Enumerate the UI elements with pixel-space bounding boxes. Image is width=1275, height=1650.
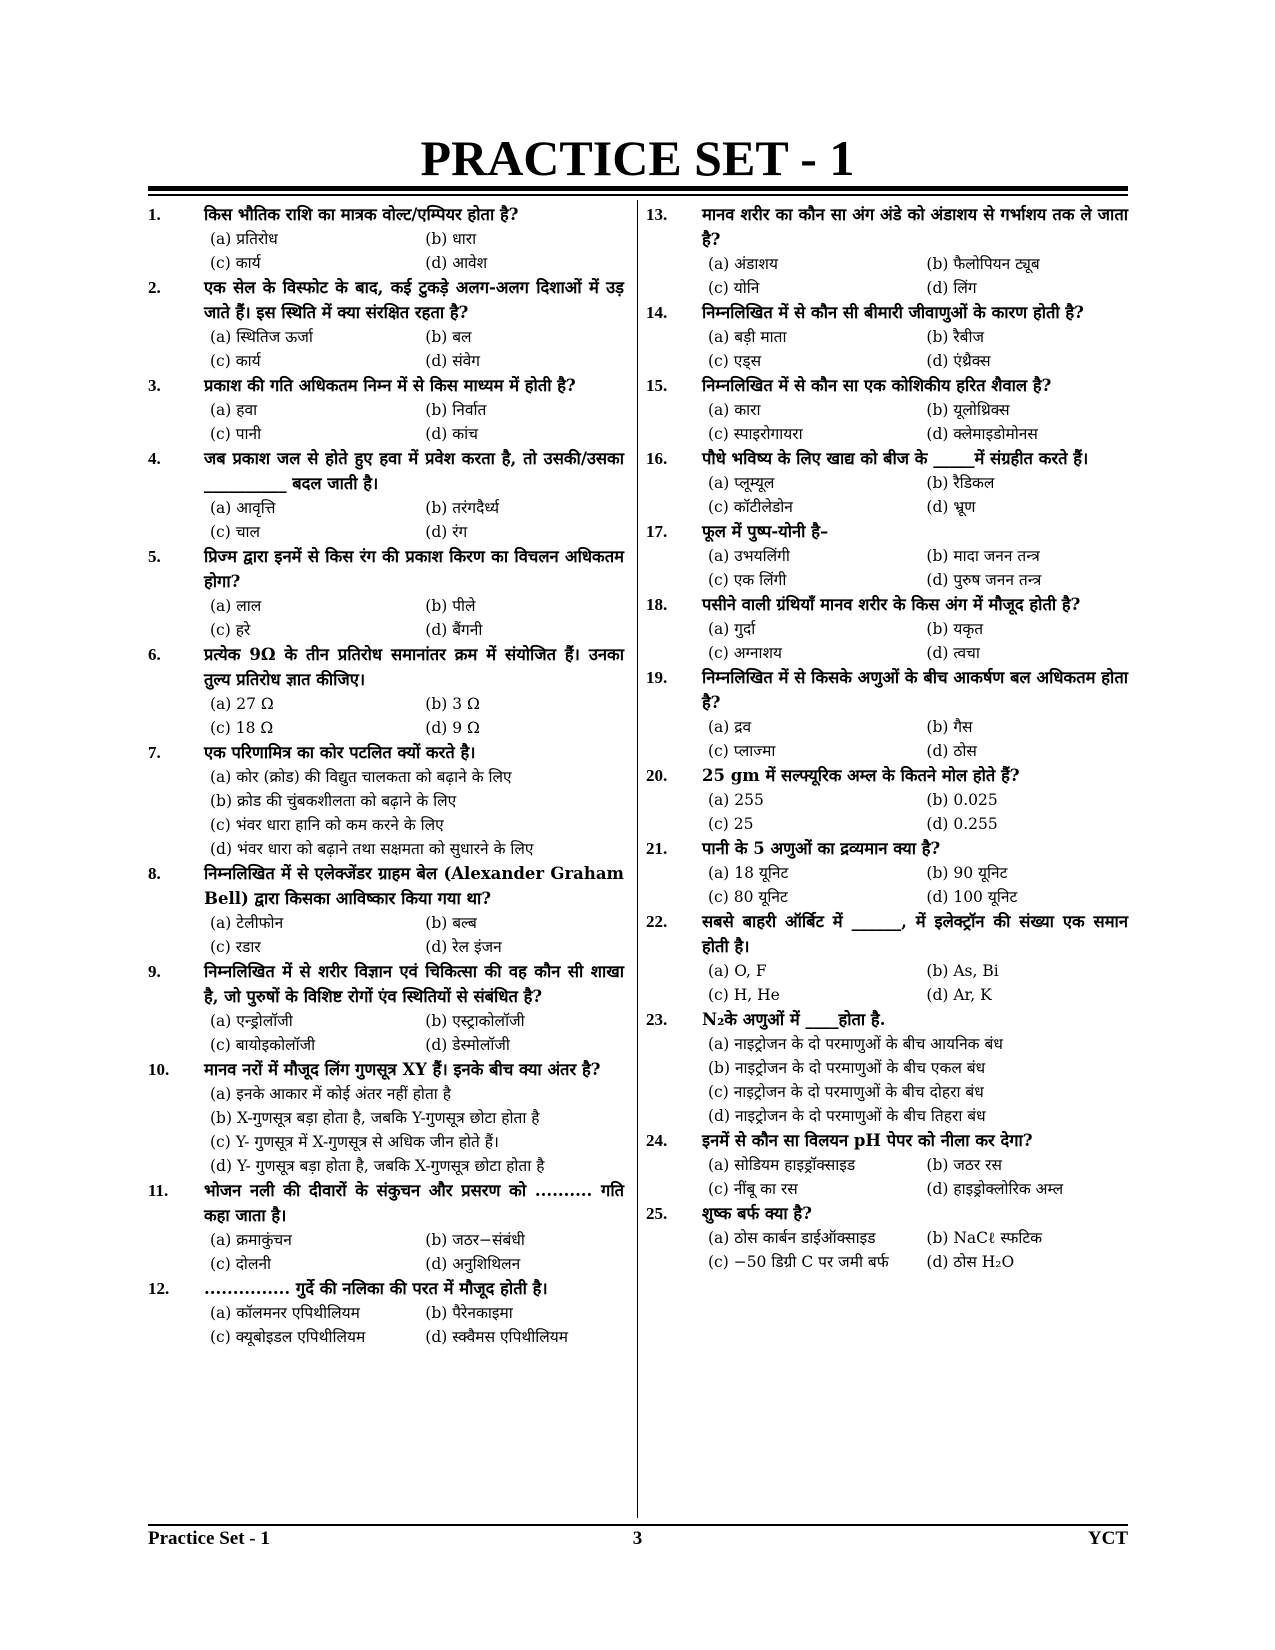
question-number: 7. (148, 743, 161, 762)
question-item (148, 1178, 624, 1276)
options-group (702, 1153, 1128, 1201)
question-item (646, 592, 1128, 665)
option-a: (a) O, F (708, 962, 767, 980)
question-number: 17. (646, 522, 668, 541)
options-group (702, 325, 1128, 373)
option-b: (b) गैस (926, 718, 973, 736)
question-text: एक परिणामित्र का कोर पटलित क्यों करते है। (204, 743, 476, 762)
question-number: 23. (646, 1010, 668, 1029)
option-a: (a) 18 यूनिट (708, 864, 789, 882)
options-group (204, 1009, 624, 1057)
option-b: (b) जठर रस (926, 1156, 1002, 1174)
option-c: (c) हरे (210, 621, 251, 639)
option-b: (b) रैडिकल (926, 474, 995, 492)
option-d: (d) Y- गुणसूत्र बड़ा होता है, जबकि X-गुणसूत्र छोटा होता है (210, 1157, 545, 1175)
option-c: (c) चाल (210, 523, 261, 541)
option-b: (b) फैलोपियन ट्यूब (926, 255, 1040, 273)
question-text: 25 gm में सल्फ्यूरिक अम्ल के कितने मोल होते हैं? (702, 766, 1020, 785)
option-a: (a) स्थितिज ऊर्जा (210, 328, 313, 346)
option-d: (d) संवेग (425, 352, 481, 370)
options-group (702, 861, 1128, 909)
question-text: जब प्रकाश जल से होते हुए हवा में प्रवेश करता है, तो उसकी/उसका __________ बदल जाती है। (204, 449, 624, 493)
option-c: (c) पानी (210, 425, 262, 443)
option-d: (d) त्वचा (926, 644, 980, 662)
options-group (702, 715, 1128, 763)
question-item (148, 275, 624, 373)
question-item (148, 1276, 624, 1349)
options-group (204, 1228, 624, 1276)
option-a: (a) प्लूम्यूल (708, 474, 775, 492)
option-b: (b) बल (425, 328, 472, 346)
option-d: (d) डेस्मोलॉजी (425, 1036, 510, 1054)
option-b: (b) As, Bi (926, 962, 999, 980)
option-b: (b) निर्वात (425, 401, 487, 419)
option-d: (d) 100 यूनिट (926, 888, 1018, 906)
option-a: (a) लाल (210, 597, 262, 615)
options-group (204, 325, 624, 373)
option-a: (a) एन्ड्रोलॉजी (210, 1012, 293, 1030)
question-item (646, 300, 1128, 373)
option-c: (c) 80 यूनिट (708, 888, 788, 906)
question-item (148, 373, 624, 446)
question-number: 16. (646, 449, 668, 468)
option-a: (a) आवृत्ति (210, 499, 276, 517)
options-group (204, 911, 624, 959)
question-item (646, 519, 1128, 592)
option-a: (a) उभयलिंगी (708, 547, 790, 565)
question-text: ............... गुर्दे की नलिका की परत में मौजूद होती है। (204, 1279, 548, 1298)
question-number: 1. (148, 205, 161, 224)
option-c: (c) एड्स (708, 352, 762, 370)
question-item (646, 1007, 1128, 1128)
question-number: 12. (148, 1279, 170, 1298)
question-text: निम्नलिखित में से किसके अणुओं के बीच आकर्षण बल अधिकतम होता है? (702, 668, 1128, 712)
option-b: (b) X-गुणसूत्र बड़ा होता है, जबकि Y-गुणसूत्र छोटा होता है (210, 1109, 540, 1127)
question-number: 5. (148, 547, 161, 566)
options-group (702, 788, 1128, 836)
question-number: 21. (646, 839, 668, 858)
question-text: एक सेल के विस्फोट के बाद, कई टुकड़े अलग-अलग दिशाओं में उड़ जाते हैं। इस स्थिति में क्या संरक्षित रहता है? (204, 278, 624, 322)
option-d: (d) भंवर धारा को बढ़ाने तथा सक्षमता को सुधारने के लिए (210, 840, 534, 858)
option-a: (a) नाइट्रोजन के दो परमाणुओं के बीच आयनिक बंध (708, 1035, 1003, 1053)
option-d: (d) लिंग (926, 279, 977, 297)
question-number: 18. (646, 595, 668, 614)
question-item (646, 202, 1128, 300)
option-a: (a) बड़ी माता (708, 328, 787, 346)
question-number: 2. (148, 278, 161, 297)
option-c: (c) दोलनी (210, 1255, 272, 1273)
options-group (204, 1082, 624, 1178)
options-group (702, 471, 1128, 519)
option-c: (c) 18 Ω (210, 719, 274, 737)
question-text: निम्नलिखित में से शरीर विज्ञान एवं चिकित्सा की वह कौन सी शाखा है, जो पुरुषों के विशिष्ट रोगों एंव स्थितियों से संबंधित है? (204, 962, 624, 1006)
question-item (646, 373, 1128, 446)
option-b: (b) रैबीज (926, 328, 985, 346)
option-c: (c) स्पाइरोगायरा (708, 425, 803, 443)
option-a: (a) सोडियम हाइड्रॉक्साइड (708, 1156, 856, 1174)
question-item (148, 202, 624, 275)
options-group (204, 765, 624, 861)
option-d: (d) 9 Ω (425, 719, 480, 737)
option-d: (d) पुरुष जनन तन्त्र (926, 571, 1042, 589)
option-c: (c) अग्नाशय (708, 644, 783, 662)
question-number: 25. (646, 1204, 668, 1223)
title-rule-thin (148, 194, 1128, 196)
option-a: (a) कारा (708, 401, 761, 419)
question-item (148, 959, 624, 1057)
question-text: फूल में पुष्प-योनी है– (702, 522, 829, 541)
options-group (204, 227, 624, 275)
option-c: (c) कॉटीलेडोन (708, 498, 793, 516)
question-text: मानव नरों में मौजूद लिंग गुणसूत्र XY हैं। इनके बीच क्या अंतर है? (204, 1060, 601, 1079)
option-c: (c) −50 डिग्री C पर जमी बर्फ (708, 1253, 889, 1271)
question-item (646, 836, 1128, 909)
question-text: प्रत्येक 9Ω के तीन प्रतिरोध समानांतर क्रम में संयोजित हैं। उनका तुल्य प्रतिरोध ज्ञात कीजिए। (204, 645, 624, 689)
option-c: (c) नींबू का रस (708, 1180, 798, 1198)
question-number: 9. (148, 962, 161, 981)
option-d: (d) 0.255 (926, 815, 998, 833)
question-text: किस भौतिक राशि का मात्रक वोल्ट/एम्पियर होता है? (204, 205, 519, 224)
question-text: पसीने वाली ग्रंथियाँ मानव शरीर के किस अंग में मौजूद होती है? (702, 595, 1081, 614)
options-group (702, 617, 1128, 665)
option-b: (b) 0.025 (926, 791, 998, 809)
title-rule-thick (148, 186, 1128, 191)
option-c: (c) क्यूबोइडल एपिथीलियम (210, 1328, 366, 1346)
option-a: (a) क्रमाकुंचन (210, 1231, 292, 1249)
question-number: 14. (646, 303, 668, 322)
option-d: (d) क्लेमाइडोमोनस (926, 425, 1038, 443)
option-d: (d) बैंगनी (425, 621, 483, 639)
option-b: (b) धारा (425, 230, 477, 248)
question-text: निम्नलिखित में से एलेक्जेंडर ग्राहम बेल (Alexander Graham Bell) द्वारा किसका आविष्कार किया गया था? (204, 864, 624, 908)
question-number: 22. (646, 912, 668, 931)
question-text: निम्नलिखित में से कौन सी बीमारी जीवाणुओं के कारण होती है? (702, 303, 1084, 322)
option-a: (a) कॉलमनर एपिथीलियम (210, 1304, 360, 1322)
option-c: (c) Y- गुणसूत्र में X-गुणसूत्र से अधिक जीन होते हैं। (210, 1133, 499, 1151)
question-number: 10. (148, 1060, 170, 1079)
option-b: (b) यूलोथ्रिक्स (926, 401, 1010, 419)
options-group (702, 959, 1128, 1007)
option-c: (c) रडार (210, 938, 261, 956)
option-d: (d) ठोस H₂O (926, 1253, 1015, 1271)
options-group (702, 544, 1128, 592)
option-d: (d) एंथ्रैक्स (926, 352, 991, 370)
option-b: (b) नाइट्रोजन के दो परमाणुओं के बीच एकल बंध (708, 1059, 986, 1077)
question-text: निम्नलिखित में से कौन सा एक कोशिकीय हरित शैवाल है? (702, 376, 1052, 395)
question-number: 4. (148, 449, 161, 468)
option-c: (c) H, He (708, 986, 780, 1004)
question-text: पानी के 5 अणुओं का द्रव्यमान क्या है? (702, 839, 941, 858)
option-a: (a) हवा (210, 401, 258, 419)
option-c: (c) प्लाज्मा (708, 742, 776, 760)
option-b: (b) यकृत (926, 620, 984, 638)
option-a: (a) अंडाशय (708, 255, 778, 273)
option-a: (a) गुर्दा (708, 620, 756, 638)
question-number: 15. (646, 376, 668, 395)
option-d: (d) कांच (425, 425, 478, 443)
question-item (646, 763, 1128, 836)
option-a: (a) प्रतिरोध (210, 230, 278, 248)
options-group (204, 594, 624, 642)
column-divider (637, 200, 638, 1518)
question-number: 20. (646, 766, 668, 785)
question-text: पौधे भविष्य के लिए खाद्य को बीज के _____में संग्रहीत करते हैं। (702, 449, 1089, 468)
question-item (148, 446, 624, 544)
options-group (702, 398, 1128, 446)
option-a: (a) ठोस कार्बन डाईऑक्साइड (708, 1229, 876, 1247)
footer-left: Practice Set - 1 (148, 1528, 270, 1549)
right-column (646, 202, 1128, 1274)
option-c: (c) बायोइकोलॉजी (210, 1036, 316, 1054)
option-b: (b) क्रोड की चुंबकशीलता को बढ़ाने के लिए (210, 792, 457, 810)
option-c: (c) नाइट्रोजन के दो परमाणुओं के बीच दोहरा बंध (708, 1083, 984, 1101)
option-b: (b) तरंगदैर्ध्य (425, 499, 500, 517)
option-d: (d) आवेश (425, 254, 488, 272)
option-b: (b) मादा जनन तन्त्र (926, 547, 1040, 565)
question-text: N₂के अणुओं में ____होता है. (702, 1010, 886, 1029)
question-item (646, 909, 1128, 1007)
question-text: मानव शरीर का कौन सा अंग अंडे को अंडाशय से गर्भाशय तक ले जाता है? (702, 205, 1128, 249)
options-group (204, 1301, 624, 1349)
option-c: (c) 25 (708, 815, 754, 833)
option-b: (b) पीले (425, 597, 476, 615)
question-text: प्रिज्म द्वारा इनमें से किस रंग की प्रकाश किरण का विचलन अधिकतम होगा? (204, 547, 624, 591)
question-text: भोजन नली की दीवारों के संकुचन और प्रसरण को .......... गति कहा जाता है। (204, 1181, 624, 1225)
question-item (148, 544, 624, 642)
question-number: 19. (646, 668, 668, 687)
option-c: (c) योनि (708, 279, 760, 297)
question-number: 11. (148, 1181, 169, 1200)
options-group (204, 692, 624, 740)
option-c: (c) कार्य (210, 352, 261, 370)
option-a: (a) कोर (क्रोड) की विद्युत चालकता को बढ़ाने के लिए (210, 768, 512, 786)
question-item (646, 1201, 1128, 1274)
option-b: (b) पैरेनकाइमा (425, 1304, 513, 1322)
question-text: शुष्क बर्फ क्या है? (702, 1204, 812, 1223)
page-title: PRACTICE SET - 1 (420, 130, 855, 186)
option-d: (d) रेल इंजन (425, 938, 502, 956)
option-d: (d) रंग (425, 523, 468, 541)
question-number: 24. (646, 1131, 668, 1150)
option-b: (b) 3 Ω (425, 695, 480, 713)
question-number: 6. (148, 645, 161, 664)
question-number: 13. (646, 205, 668, 224)
options-group (702, 252, 1128, 300)
question-number: 8. (148, 864, 161, 883)
question-item (148, 1057, 624, 1178)
question-text: सबसे बाहरी ऑर्बिट में ______, में इलेक्ट्रॉन की संख्या एक समान होती है। (702, 912, 1128, 956)
page-number: 3 (632, 1528, 643, 1549)
option-a: (a) द्रव (708, 718, 752, 736)
option-a: (a) 27 Ω (210, 695, 274, 713)
footer-rule (148, 1524, 1128, 1526)
question-item (148, 861, 624, 959)
option-d: (d) नाइट्रोजन के दो परमाणुओं के बीच तिहरा बंध (708, 1107, 986, 1125)
option-c: (c) भंवर धारा हानि को कम करने के लिए (210, 816, 444, 834)
options-group (204, 398, 624, 446)
option-a: (a) 255 (708, 791, 764, 809)
footer-right: YCT (1087, 1528, 1128, 1549)
question-text: इनमें से कौन सा विलयन pH पेपर को नीला कर देगा? (702, 1131, 1033, 1150)
options-group (204, 496, 624, 544)
question-item (148, 642, 624, 740)
option-d: (d) ठोस (926, 742, 977, 760)
option-b: (b) 90 यूनिट (926, 864, 1008, 882)
option-a: (a) इनके आकार में कोई अंतर नहीं होता है (210, 1085, 451, 1103)
option-a: (a) टेलीफोन (210, 914, 284, 932)
question-item (148, 740, 624, 861)
question-number: 3. (148, 376, 161, 395)
question-item (646, 1128, 1128, 1201)
option-d: (d) अनुशिथिलन (425, 1255, 521, 1273)
question-text: प्रकाश की गति अधिकतम निम्न में से किस माध्यम में होती है? (204, 376, 576, 395)
option-c: (c) कार्य (210, 254, 261, 272)
options-group (702, 1032, 1128, 1128)
question-item (646, 446, 1128, 519)
option-d: (d) भ्रूण (926, 498, 976, 516)
option-b: (b) जठर−संबंधी (425, 1231, 525, 1249)
option-d: (d) Ar, K (926, 986, 992, 1004)
question-item (646, 665, 1128, 763)
option-d: (d) स्क्वैमस एपिथीलियम (425, 1328, 569, 1346)
option-b: (b) NaCℓ स्फटिक (926, 1229, 1043, 1247)
option-b: (b) एस्ट्राकोलॉजी (425, 1012, 525, 1030)
option-d: (d) हाइड्रोक्लोरिक अम्ल (926, 1180, 1064, 1198)
option-b: (b) बल्ब (425, 914, 477, 932)
options-group (702, 1226, 1128, 1274)
option-c: (c) एक लिंगी (708, 571, 787, 589)
left-column (148, 202, 624, 1349)
